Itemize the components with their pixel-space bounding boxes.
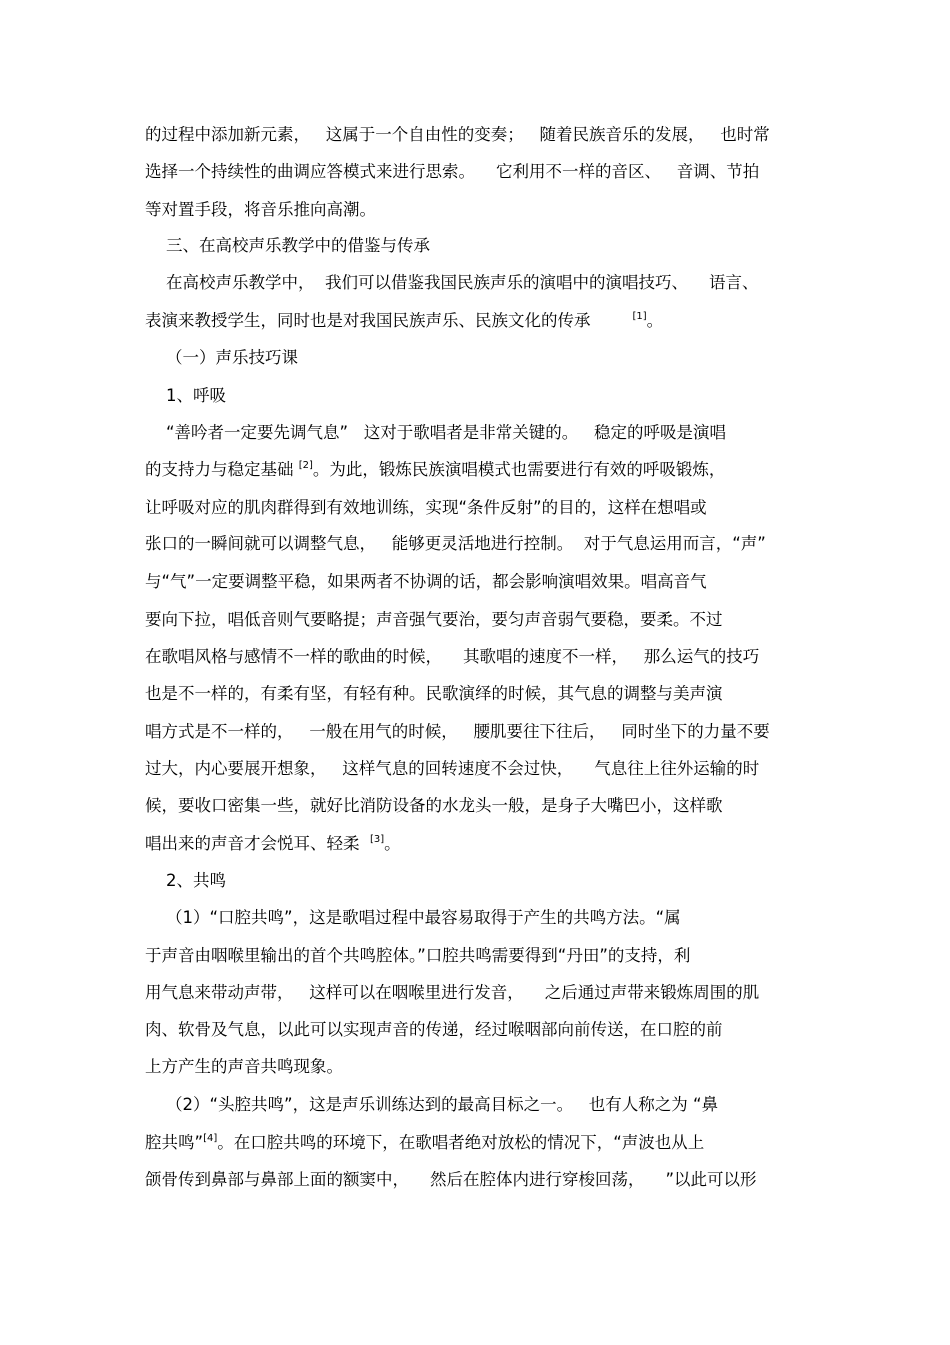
text-line: 上方产生的声音共鸣现象。	[145, 1057, 343, 1076]
citation: [2]	[298, 460, 313, 471]
text-line: 要向下拉，唱低音则气要略提；声音强气要治，要匀声音弱气要稳，要柔。不过	[145, 610, 723, 629]
citation: [1]	[632, 311, 647, 322]
section-heading: 三、在高校声乐教学中的借鉴与传承	[145, 236, 430, 255]
text-line: 在歌唱风格与感情不一样的歌曲的时候， 其歌唱的速度不一样， 那么运气的技巧	[145, 647, 760, 666]
text-line: 于声音由咽喉里输出的首个共鸣腔体。”口腔共鸣需要得到“丹田”的支持，利	[145, 946, 691, 965]
citation: [4]	[203, 1133, 218, 1144]
text-line: 过大，内心要展开想象， 这样气息的回转速度不会过快， 气息往上往外运输的时	[145, 759, 760, 778]
text-line: 的支持力与稳定基础 [2]。为此，锻炼民族演唱模式也需要进行有效的呼吸锻炼，	[145, 460, 726, 479]
text-line: 在高校声乐教学中， 我们可以借鉴我国民族声乐的演唱中的演唱技巧、 语言、	[145, 273, 759, 292]
text-line: 肉、软骨及气息，以此可以实现声音的传递，经过喉咽部向前传送，在口腔的前	[145, 1020, 723, 1039]
text-line: 候，要收口密集一些，就好比消防设备的水龙头一般，是身子大嘴巴小，这样歌	[145, 796, 723, 815]
text-line: 让呼吸对应的肌肉群得到有效地训练，实现“条件反射”的目的，这样在想唱或	[145, 498, 707, 517]
text-line: （2）“头腔共鸣”，这是声乐训练达到的最高目标之一。 也有人称之为 “鼻	[145, 1095, 719, 1114]
text-line: 唱出来的声音才会悦耳、轻柔 [3]。	[145, 834, 401, 853]
citation: [3]	[370, 834, 385, 845]
text-line: 也是不一样的，有柔有坚，有轻有种。民歌演绎的时候，其气息的调整与美声演	[145, 684, 723, 703]
item-heading: 2、共鸣	[145, 871, 226, 890]
text-line: 张口的一瞬间就可以调整气息， 能够更灵活地进行控制。 对于气息运用而言，“声”	[145, 534, 766, 553]
text-line: 腔共鸣”[4]。在口腔共鸣的环境下，在歌唱者绝对放松的情况下，“声波也从上	[145, 1133, 705, 1152]
text-line: 的过程中添加新元素， 这属于一个自由性的变奏； 随着民族音乐的发展， 也时常	[145, 125, 770, 144]
text-line: 表演来教授学生，同时也是对我国民族声乐、民族文化的传承 [1]。	[145, 311, 664, 330]
subsection-heading: （一）声乐技巧课	[145, 348, 298, 367]
text-line: 颌骨传到鼻部与鼻部上面的额窦中， 然后在腔体内进行穿梭回荡， ”以此可以形	[145, 1170, 757, 1189]
text-line: 选择一个持续性的曲调应答模式来进行思索。 它利用不一样的音区、 音调、节拍	[145, 162, 760, 181]
text-line: 唱方式是不一样的， 一般在用气的时候， 腰肌要往下往后， 同时坐下的力量不要	[145, 722, 770, 741]
text-line: 与“气”一定要调整平稳，如果两者不协调的话，都会影响演唱效果。唱高音气	[145, 572, 707, 591]
text-line: 等对置手段，将音乐推向高潮。	[145, 200, 376, 219]
text-line: 用气息来带动声带， 这样可以在咽喉里进行发音， 之后通过声带来锻炼周围的肌	[145, 983, 760, 1002]
item-heading: 1、呼吸	[145, 386, 226, 405]
text-line: “善吟者一定要先调气息” 这对于歌唱者是非常关键的。 稳定的呼吸是演唱	[145, 423, 727, 442]
text-line: （1）“口腔共鸣”，这是歌唱过程中最容易取得于产生的共鸣方法。“属	[145, 908, 681, 927]
